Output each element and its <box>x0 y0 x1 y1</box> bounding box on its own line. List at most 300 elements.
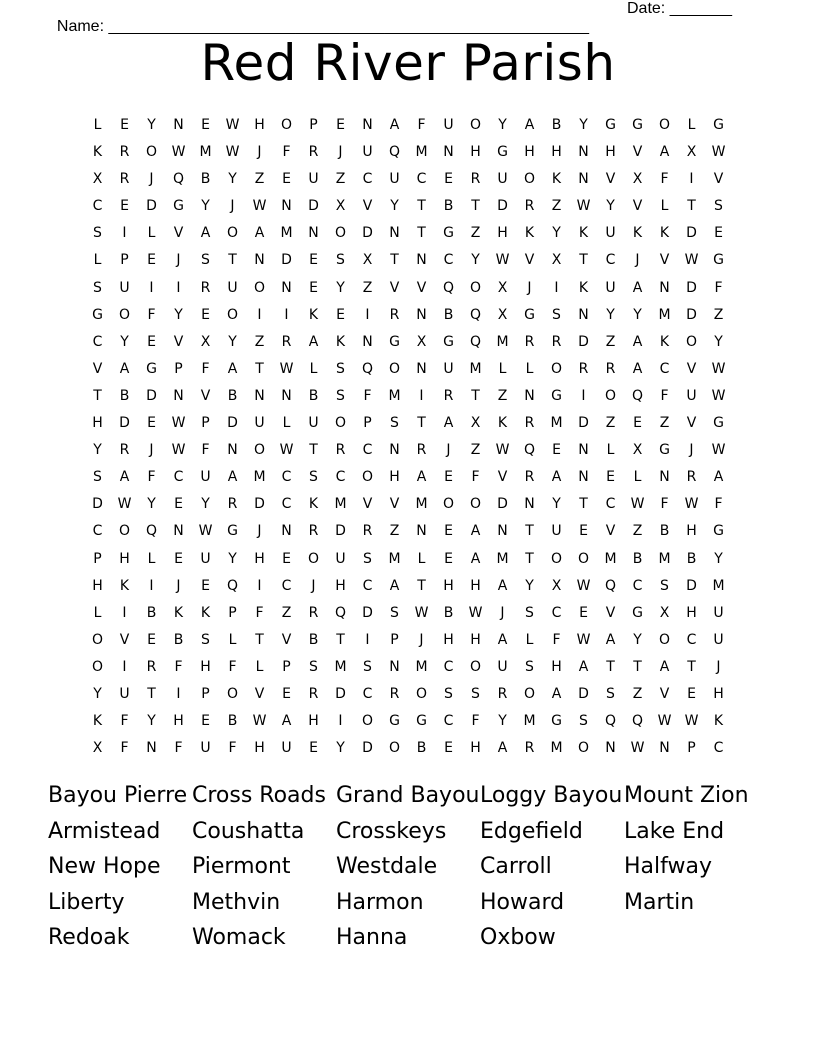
word-list-item: Hanna <box>336 925 408 950</box>
grid-letter: C <box>362 171 373 188</box>
grid-letter: F <box>174 658 183 675</box>
grid-letter: R <box>227 496 238 513</box>
grid-letter: R <box>497 685 508 702</box>
grid-letter: V <box>632 144 643 161</box>
grid-letter: N <box>389 658 400 675</box>
grid-letter: T <box>471 387 480 404</box>
grid-letter: T <box>255 631 264 648</box>
grid-letter: G <box>551 387 562 404</box>
grid-letter: V <box>686 415 697 432</box>
grid-letter: X <box>497 279 508 296</box>
grid-letter: N <box>524 387 535 404</box>
grid-letter: O <box>307 550 320 567</box>
grid-letter: E <box>687 685 696 702</box>
grid-letter: L <box>687 117 696 133</box>
word-list-item: Carroll <box>480 854 552 879</box>
grid-letter: W <box>630 496 645 513</box>
grid-letter: E <box>147 631 156 648</box>
word-list <box>48 778 768 956</box>
grid-letter: E <box>147 333 156 350</box>
grid-letter: Y <box>471 252 480 269</box>
grid-letter: I <box>284 306 289 323</box>
grid-letter: U <box>119 279 130 296</box>
grid-letter: G <box>524 306 535 323</box>
grid-letter: U <box>605 279 616 296</box>
grid-letter: N <box>524 496 535 513</box>
grid-letter: Z <box>254 333 265 350</box>
grid-letter: Z <box>470 225 481 242</box>
grid-letter: Z <box>470 442 481 459</box>
grid-letter: I <box>149 279 154 296</box>
grid-letter: C <box>281 496 292 513</box>
grid-letter: G <box>497 144 508 161</box>
grid-letter: N <box>578 306 589 323</box>
grid-letter: N <box>578 442 589 459</box>
grid-letter: Y <box>336 740 345 757</box>
grid-letter: F <box>174 740 183 757</box>
grid-letter: M <box>496 550 509 567</box>
grid-letter: K <box>308 496 319 513</box>
grid-letter: N <box>146 740 157 757</box>
grid-letter: O <box>91 631 104 648</box>
grid-letter: K <box>92 713 103 730</box>
grid-letter: Q <box>604 577 617 594</box>
grid-letter: R <box>200 279 211 296</box>
grid-letter: Z <box>335 171 346 188</box>
grid-letter: H <box>119 550 130 567</box>
grid-letter: M <box>253 469 266 486</box>
grid-letter: C <box>92 198 103 215</box>
grid-letter: A <box>443 415 454 432</box>
grid-letter: T <box>633 658 642 675</box>
grid-letter: E <box>309 252 318 269</box>
grid-letter: W <box>279 360 294 377</box>
grid-letter: D <box>686 279 697 296</box>
grid-letter: A <box>497 740 508 757</box>
grid-letter: N <box>497 523 508 540</box>
grid-letter: V <box>632 198 643 215</box>
grid-letter: E <box>174 496 183 513</box>
grid-letter: F <box>714 279 723 296</box>
grid-letter: N <box>362 333 373 350</box>
grid-letter: E <box>336 117 345 133</box>
grid-letter: C <box>659 360 670 377</box>
grid-letter: Z <box>362 279 373 296</box>
grid-letter: E <box>633 415 642 432</box>
grid-letter: R <box>578 360 589 377</box>
grid-letter: U <box>497 171 508 188</box>
grid-letter: O <box>442 496 455 513</box>
grid-letter: S <box>471 685 480 702</box>
grid-letter: D <box>227 415 238 432</box>
grid-letter: Q <box>442 279 455 296</box>
grid-letter: L <box>525 360 534 377</box>
grid-letter: R <box>308 144 319 161</box>
grid-letter: C <box>713 740 724 757</box>
grid-letter: J <box>176 252 181 269</box>
grid-letter: W <box>711 360 726 377</box>
grid-letter: W <box>711 144 726 161</box>
grid-letter: T <box>93 387 102 404</box>
grid-letter: B <box>443 306 454 323</box>
grid-letter: U <box>362 144 373 161</box>
grid-letter: L <box>282 415 291 432</box>
grid-letter: H <box>173 713 184 730</box>
grid-letter: A <box>659 658 670 675</box>
grid-letter: V <box>173 333 184 350</box>
grid-letter: R <box>470 171 481 188</box>
grid-letter: F <box>120 713 129 730</box>
grid-letter: U <box>119 685 130 702</box>
grid-letter: W <box>657 713 672 730</box>
grid-letter: D <box>281 252 292 269</box>
grid-letter: C <box>281 577 292 594</box>
date-field-label: Date: _______ <box>627 0 732 17</box>
grid-letter: Z <box>281 604 292 621</box>
grid-letter: H <box>524 144 535 161</box>
grid-letter: W <box>117 496 132 513</box>
grid-letter: E <box>714 225 723 242</box>
grid-letter: A <box>497 631 508 648</box>
grid-letter: M <box>280 225 293 242</box>
grid-letter: H <box>470 740 481 757</box>
grid-letter: M <box>334 496 347 513</box>
grid-letter: D <box>92 496 103 513</box>
grid-letter: R <box>362 523 373 540</box>
grid-letter: V <box>173 225 184 242</box>
grid-letter: S <box>390 415 399 432</box>
grid-letter: E <box>282 685 291 702</box>
grid-letter: E <box>309 279 318 296</box>
grid-letter: J <box>716 658 721 675</box>
grid-letter: U <box>497 658 508 675</box>
grid-letter: T <box>417 577 426 594</box>
grid-letter: O <box>388 360 401 377</box>
grid-letter: R <box>443 387 454 404</box>
grid-letter: O <box>361 469 374 486</box>
grid-letter: W <box>630 740 645 757</box>
grid-letter: U <box>308 415 319 432</box>
grid-letter: O <box>685 333 698 350</box>
grid-letter: Y <box>336 279 345 296</box>
grid-letter: U <box>443 117 454 133</box>
grid-letter: A <box>632 279 643 296</box>
grid-letter: G <box>92 306 103 323</box>
grid-letter: O <box>550 550 563 567</box>
grid-letter: Z <box>605 333 616 350</box>
grid-letter: Z <box>497 387 508 404</box>
grid-letter: I <box>338 713 343 730</box>
grid-letter: R <box>686 469 697 486</box>
grid-letter: W <box>225 117 240 133</box>
grid-letter: W <box>279 442 294 459</box>
grid-letter: K <box>497 415 508 432</box>
grid-letter: J <box>446 442 451 459</box>
grid-letter: P <box>282 658 291 675</box>
grid-letter: T <box>525 523 534 540</box>
grid-letter: G <box>605 117 616 133</box>
grid-letter: D <box>686 306 697 323</box>
grid-letter: C <box>551 604 562 621</box>
grid-letter: O <box>469 496 482 513</box>
grid-letter: S <box>93 469 102 486</box>
grid-letter: W <box>252 713 267 730</box>
grid-letter: B <box>308 387 319 404</box>
grid-letter: T <box>525 550 534 567</box>
grid-letter: J <box>500 604 505 621</box>
grid-letter: M <box>199 144 212 161</box>
grid-letter: E <box>147 415 156 432</box>
grid-letter: H <box>686 604 697 621</box>
grid-letter: Y <box>120 333 129 350</box>
grid-letter: D <box>686 225 697 242</box>
grid-letter: W <box>171 442 186 459</box>
grid-letter: O <box>469 658 482 675</box>
grid-letter: W <box>495 442 510 459</box>
grid-letter: H <box>605 144 616 161</box>
grid-letter: G <box>227 523 238 540</box>
grid-letter: E <box>552 442 561 459</box>
grid-letter: A <box>632 333 643 350</box>
grid-letter: O <box>577 550 590 567</box>
grid-letter: X <box>416 333 427 350</box>
grid-letter: K <box>578 279 589 296</box>
grid-letter: M <box>658 550 671 567</box>
grid-letter: F <box>714 496 723 513</box>
grid-letter: O <box>523 171 536 188</box>
grid-letter: T <box>228 252 237 269</box>
grid-letter: N <box>416 252 427 269</box>
grid-letter: Q <box>226 577 239 594</box>
grid-letter: Y <box>201 198 210 215</box>
grid-letter: E <box>282 550 291 567</box>
grid-letter: H <box>443 631 454 648</box>
grid-letter: V <box>389 279 400 296</box>
grid-letter: I <box>257 306 262 323</box>
grid-letter: N <box>308 225 319 242</box>
word-list-item: Bayou Pierre <box>48 783 188 808</box>
grid-letter: O <box>226 225 239 242</box>
grid-letter: A <box>227 360 238 377</box>
grid-letter: E <box>444 171 453 188</box>
grid-letter: Y <box>498 713 507 730</box>
grid-letter: J <box>257 144 262 161</box>
grid-letter: K <box>200 604 211 621</box>
word-list-item: New Hope <box>48 854 161 879</box>
grid-letter: M <box>496 333 509 350</box>
grid-letter: E <box>282 171 291 188</box>
grid-letter: R <box>524 740 535 757</box>
grid-letter: G <box>713 415 724 432</box>
grid-letter: T <box>417 198 426 215</box>
grid-letter: N <box>281 279 292 296</box>
grid-letter: Q <box>172 171 185 188</box>
grid-letter: O <box>145 144 158 161</box>
grid-letter: G <box>146 360 157 377</box>
grid-letter: B <box>119 387 130 404</box>
grid-letter: U <box>443 360 454 377</box>
name-field-label: Name: ______________________________________________________ <box>56 18 589 35</box>
grid-letter: K <box>119 577 130 594</box>
grid-letter: X <box>632 442 643 459</box>
grid-letter: G <box>632 117 643 133</box>
grid-letter: N <box>254 387 265 404</box>
grid-letter: H <box>470 577 481 594</box>
grid-letter: Y <box>174 306 183 323</box>
grid-letter: D <box>578 685 589 702</box>
grid-letter: W <box>252 198 267 215</box>
grid-letter: C <box>605 252 616 269</box>
grid-letter: N <box>281 198 292 215</box>
grid-letter: N <box>389 442 400 459</box>
word-list-item: Coushatta <box>192 818 305 844</box>
grid-letter: U <box>281 740 292 757</box>
grid-letter: Q <box>631 713 644 730</box>
grid-letter: B <box>200 171 211 188</box>
grid-letter: I <box>122 658 127 675</box>
grid-letter: J <box>311 577 316 594</box>
grid-letter: U <box>200 469 211 486</box>
grid-letter: M <box>658 306 671 323</box>
grid-letter: D <box>362 604 373 621</box>
grid-letter: X <box>335 198 346 215</box>
grid-letter: P <box>93 550 102 567</box>
grid-letter: Y <box>633 306 642 323</box>
grid-letter: O <box>226 306 239 323</box>
grid-letter: U <box>389 171 400 188</box>
grid-letter: V <box>497 469 508 486</box>
grid-letter: Y <box>228 171 237 188</box>
grid-letter: W <box>468 604 483 621</box>
grid-letter: Z <box>632 685 643 702</box>
grid-letter: A <box>632 360 643 377</box>
grid-letter: U <box>335 550 346 567</box>
grid-letter: G <box>389 713 400 730</box>
grid-letter: W <box>684 252 699 269</box>
grid-letter: C <box>92 333 103 350</box>
grid-letter: V <box>686 360 697 377</box>
grid-letter: C <box>362 685 373 702</box>
grid-letter: T <box>579 496 588 513</box>
grid-letter: S <box>309 658 318 675</box>
grid-letter: X <box>200 333 211 350</box>
grid-letter: Y <box>147 117 156 133</box>
grid-letter: V <box>416 279 427 296</box>
grid-letter: O <box>334 415 347 432</box>
grid-letter: N <box>578 171 589 188</box>
grid-letter: K <box>632 225 643 242</box>
grid-letter: S <box>336 252 345 269</box>
grid-letter: A <box>470 550 481 567</box>
grid-letter: Y <box>498 117 507 133</box>
grid-letter: T <box>579 252 588 269</box>
grid-letter: B <box>632 550 643 567</box>
grid-letter: S <box>201 252 210 269</box>
grid-letter: G <box>632 604 643 621</box>
grid-letter: C <box>686 631 697 648</box>
grid-letter: T <box>417 415 426 432</box>
grid-letter: B <box>146 604 157 621</box>
grid-letter: Q <box>469 333 482 350</box>
grid-letter: E <box>444 740 453 757</box>
grid-letter: S <box>525 658 534 675</box>
grid-letter: T <box>687 198 696 215</box>
grid-letter: A <box>497 577 508 594</box>
grid-letter: Z <box>713 306 724 323</box>
grid-letter: Q <box>361 360 374 377</box>
grid-letter: O <box>361 713 374 730</box>
grid-letter: D <box>578 333 589 350</box>
grid-letter: H <box>470 631 481 648</box>
grid-letter: V <box>524 252 535 269</box>
grid-letter: J <box>149 171 154 188</box>
grid-letter: E <box>579 604 588 621</box>
grid-letter: V <box>281 631 292 648</box>
grid-letter: X <box>497 306 508 323</box>
grid-letter: Q <box>334 604 347 621</box>
grid-letter: R <box>119 144 130 161</box>
grid-letter: S <box>579 713 588 730</box>
word-list-item: Armistead <box>48 818 161 844</box>
grid-letter: I <box>419 387 424 404</box>
grid-letter: D <box>335 685 346 702</box>
grid-letter: S <box>336 387 345 404</box>
grid-letter: M <box>550 740 563 757</box>
grid-letter: M <box>469 360 482 377</box>
grid-letter: Z <box>551 198 562 215</box>
grid-letter: Y <box>201 496 210 513</box>
grid-letter: G <box>416 713 427 730</box>
grid-letter: M <box>523 713 536 730</box>
grid-letter: A <box>470 523 481 540</box>
grid-letter: X <box>470 415 481 432</box>
grid-letter: F <box>660 171 669 188</box>
grid-letter: Y <box>606 306 615 323</box>
grid-letter: U <box>200 550 211 567</box>
grid-letter: R <box>389 306 400 323</box>
grid-letter: I <box>257 577 262 594</box>
grid-letter: F <box>147 306 156 323</box>
grid-letter: W <box>576 577 591 594</box>
grid-letter: W <box>684 713 699 730</box>
grid-letter: L <box>606 442 615 459</box>
grid-letter: O <box>415 685 428 702</box>
grid-letter: A <box>119 360 130 377</box>
grid-letter: K <box>659 225 670 242</box>
grid-letter: L <box>309 360 318 377</box>
grid-letter: S <box>201 631 210 648</box>
grid-letter: D <box>146 198 157 215</box>
grid-letter: T <box>606 658 615 675</box>
grid-letter: H <box>335 577 346 594</box>
grid-letter: M <box>415 144 428 161</box>
grid-letter: S <box>309 469 318 486</box>
grid-letter: K <box>524 225 535 242</box>
grid-letter: V <box>362 496 373 513</box>
grid-letter: K <box>92 144 103 161</box>
grid-letter: N <box>173 523 184 540</box>
grid-letter: L <box>417 550 426 567</box>
grid-letter: N <box>173 117 184 133</box>
grid-letter: R <box>281 333 292 350</box>
grid-letter: E <box>174 550 183 567</box>
grid-letter: G <box>389 333 400 350</box>
grid-letter: F <box>120 740 129 757</box>
grid-letter: A <box>227 469 238 486</box>
grid-letter: V <box>92 360 103 377</box>
grid-letter: V <box>713 171 724 188</box>
grid-letter: H <box>713 685 724 702</box>
